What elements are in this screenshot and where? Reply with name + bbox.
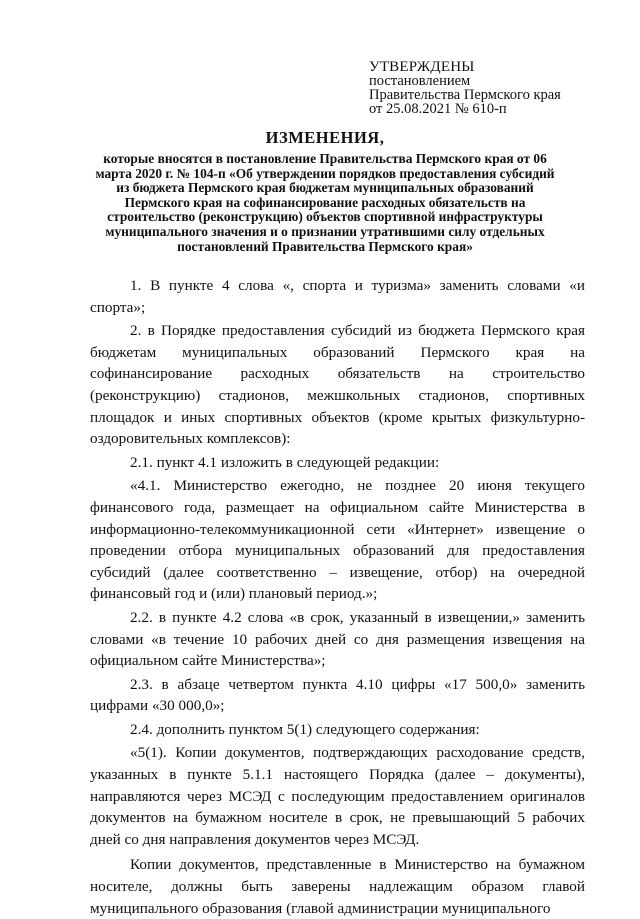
paragraph-2-1: 2.1. пункт 4.1 изложить в следующей редакции: [130,453,440,471]
paragraph-5-1-text: «5(1). Копии документов, подтверждающих расходование средств, указанных в пункте 5.1.1 настоящего Порядка (далее – документы), направляются через МСЭД с последующим предоставлением оригиналов документов на бумажном носителе в срок, не превышающий 5 рабочих дней со дня направления документов через МСЭД. [90,744,585,848]
paragraph-1: 1. В пункте 4 слова «, спорта и туризма» заменить словами «и спорта»; [90,277,585,316]
document-subtitle: которые вносятся в постановление Правительства Пермского края от 06 марта 2020 г. № 104-п «Об утверждении порядков предоставления субсидий из бюджета Пермского края бюджетам муниципальных образований Пермского края на софинансирование расходных обязательств на строительство (реконструкцию) объектов спортивной инфраструктуры муниципального значения и о признании утратившими силу отдельных постановлений Правительства Пермского края» [95,151,555,254]
approval-line-2: Правительства Пермского края [369,87,561,103]
approval-heading: УТВЕРЖДЕНЫ [369,59,475,75]
approval-line-1: постановлением [369,73,471,89]
document-title: ИЗМЕНЕНИЯ, [265,128,385,147]
paragraph-2-4: 2.4. дополнить пунктом 5(1) следующего содержания: [130,720,480,738]
paragraph-4-1-text: «4.1. Министерство ежегодно, не позднее 20 июня текущего финансового года, размещает на официальном сайте Министерства в информационно-телекоммуникационной сети «Интернет» извещение о проведении отбора муниципальных образований для предоставления субсидий (далее соответственно – извещение, отбор) на очередной финансовый год и (или) плановый период.»; [90,477,585,603]
paragraph-2-3: 2.3. в абзаце четвертом пункта 4.10 цифры «17 500,0» заменить цифрами «30 000,0»; [90,675,585,715]
paragraph-2-2: 2.2. в пункте 4.2 слова «в срок, указанный в извещении,» заменить словами «в течение 10 рабочих дней со дня размещения извещения на официальном сайте Министерства»; [90,608,585,670]
approval-stamp [369,60,561,116]
paragraph-copies: Копии документов, представленные в Министерство на бумажном носителе, должны быть заверены надлежащим образом главой муниципального образования (главой администрации муниципального [90,856,585,917]
paragraph-2: 2. в Порядке предоставления субсидий из бюджета Пермского края бюджетам муниципальных образований Пермского края на софинансирование расходных обязательств на строительство (реконструкцию) стадионов, межшкольных стадионов, спортивных площадок и иных спортивных объектов (кроме крытых физкультурно-оздоровительных комплексов): [90,322,585,448]
document-body [90,275,585,919]
approval-line-3: от 25.08.2021 № 610-п [369,101,507,117]
